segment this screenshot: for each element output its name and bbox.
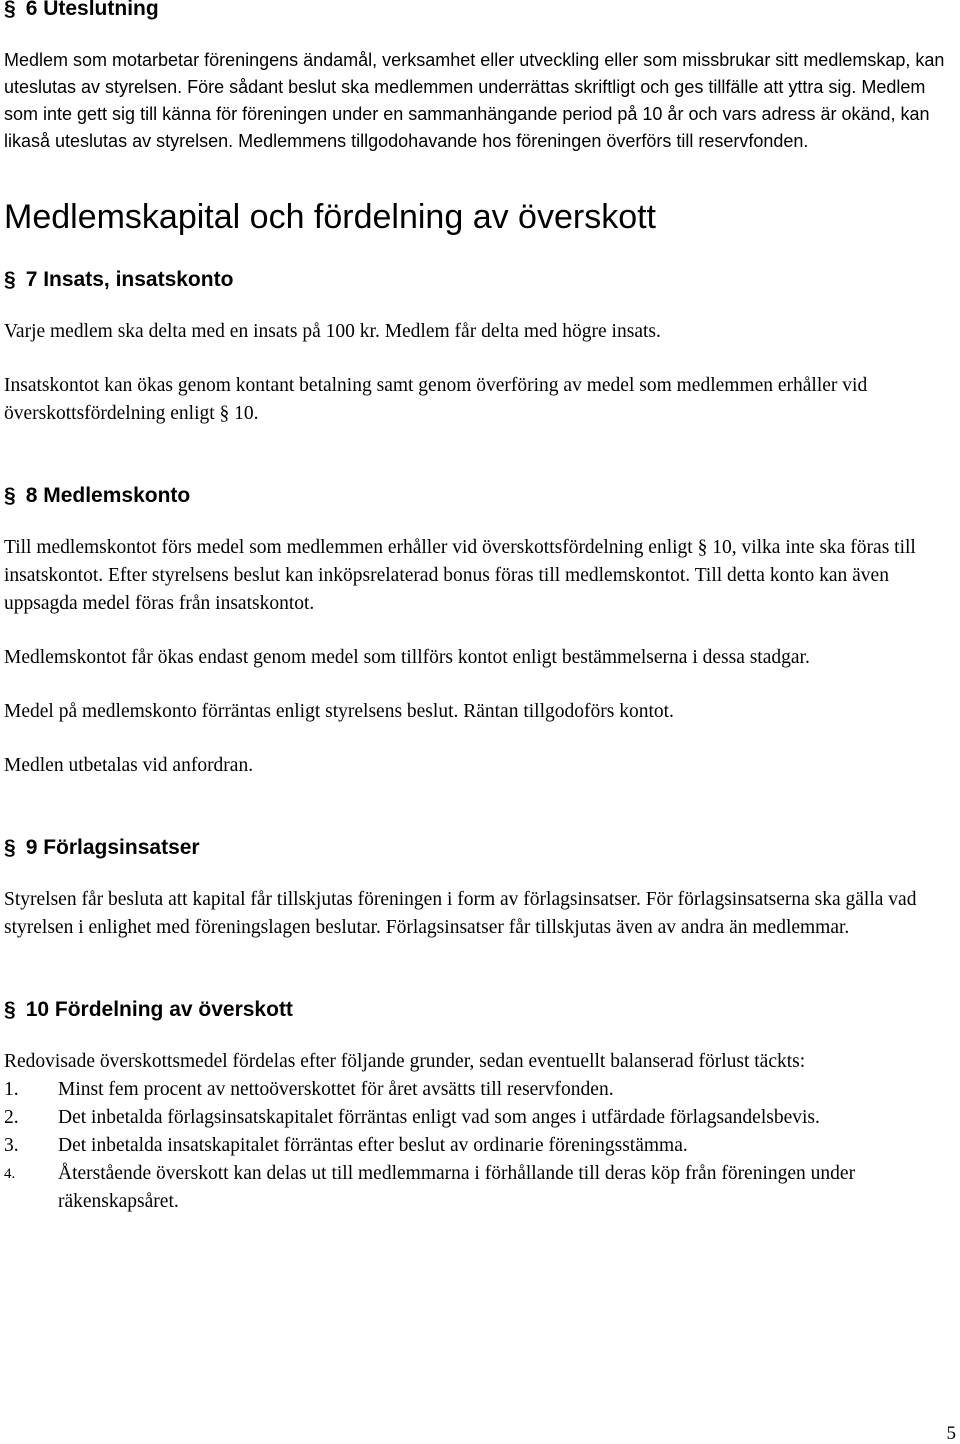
section-10-title: 10 Fördelning av överskott — [25, 998, 293, 1021]
section-6-body: Medlem som motarbetar föreningens ändamål, verksamhet eller utveckling eller som missbrukar sitt medlemskap, kan uteslutas av styrelsen. Före sådant beslut ska medlemmen underrättas skriftligt och ges tillfälle att yttra sig. Medlem som inte gett sig till känna för föreningen under en sammanhängande period på 10 år och vars adress är okänd, kan likaså uteslutas av styrelsen. Medlemmens tillgodohavande hos föreningen överförs till reservfonden. — [4, 50, 945, 151]
section-8-title: 8 Medlemskonto — [25, 484, 191, 507]
section-7-paragraph-2: Insatskontot kan ökas genom kontant betalning samt genom överföring av medel som medlemmen erhåller vid överskottsfördelning enligt § 10. — [4, 375, 868, 424]
section-sign: § — [4, 836, 16, 859]
list-item — [4, 1160, 958, 1216]
section-10-heading — [4, 998, 958, 1022]
list-item-number: 1. — [4, 1079, 19, 1100]
section-8-paragraph-2: Medlemskontot får ökas endast genom medel som tillförs kontot enligt bestämmelserna i dessa stadgar. — [4, 647, 810, 668]
section-8-paragraph-3: Medel på medlemskonto förräntas enligt styrelsens beslut. Räntan tillgodoförs kontot. — [4, 701, 674, 722]
section-9-heading — [4, 836, 958, 860]
list-item-text: Det inbetalda förlagsinsatskapitalet förräntas enligt vad som anges i utfärdade förlagsandelsbevis. — [58, 1107, 820, 1128]
document-page — [4, 0, 958, 1216]
chapter-heading: Medlemskapital och fördelning av överskott — [4, 198, 656, 236]
section-8-paragraph-4: Medlen utbetalas vid anfordran. — [4, 755, 254, 776]
section-7-paragraph-1: Varje medlem ska delta med en insats på 100 kr. Medlem får delta med högre insats. — [4, 321, 661, 342]
list-item-number: 2. — [4, 1107, 19, 1128]
list-item — [4, 1104, 958, 1132]
distribution-list — [4, 1076, 958, 1216]
list-item — [4, 1132, 958, 1160]
section-7-title: 7 Insats, insatskonto — [25, 268, 234, 291]
section-sign: § — [4, 268, 16, 291]
list-item-text: Återstående överskott kan delas ut till medlemmarna i förhållande till deras köp från föreningen under räkenskapsåret. — [58, 1163, 856, 1212]
list-item-number: 4. — [4, 1166, 16, 1182]
section-sign: § — [4, 484, 16, 507]
section-6-title: 6 Uteslutning — [25, 0, 159, 20]
section-7-heading — [4, 268, 958, 292]
section-sign: § — [4, 0, 16, 20]
section-sign: § — [4, 998, 16, 1021]
section-9-title: 9 Förlagsinsatser — [25, 836, 200, 859]
section-10-intro: Redovisade överskottsmedel fördelas efter följande grunder, sedan eventuellt balanserad förlust täckts: — [4, 1051, 806, 1072]
section-8-heading — [4, 484, 958, 508]
list-item — [4, 1076, 958, 1104]
list-item-text: Minst fem procent av nettoöverskottet för året avsätts till reservfonden. — [58, 1079, 614, 1100]
section-6-heading — [4, 0, 958, 21]
list-item-number: 3. — [4, 1135, 19, 1156]
page-number: 5 — [946, 1423, 956, 1444]
section-9-paragraph-1: Styrelsen får besluta att kapital får tillskjutas föreningen i form av förlagsinsatser. För förlagsinsatserna ska gälla vad styrelsen i enlighet med föreningslagen beslutar. Förlagsinsatser får tillskjutas även av andra än medlemmar. — [4, 889, 917, 938]
list-item-text: Det inbetalda insatskapitalet förräntas efter beslut av ordinarie föreningsstämma. — [58, 1135, 688, 1156]
section-8-paragraph-1: Till medlemskontot förs medel som medlemmen erhåller vid överskottsfördelning enligt § 10, vilka inte ska föras till insatskontot. Efter styrelsens beslut kan inköpsrelaterad bonus föras till medlemskontot. Till detta konto kan även uppsagda medel föras från insatskontot. — [4, 537, 916, 614]
